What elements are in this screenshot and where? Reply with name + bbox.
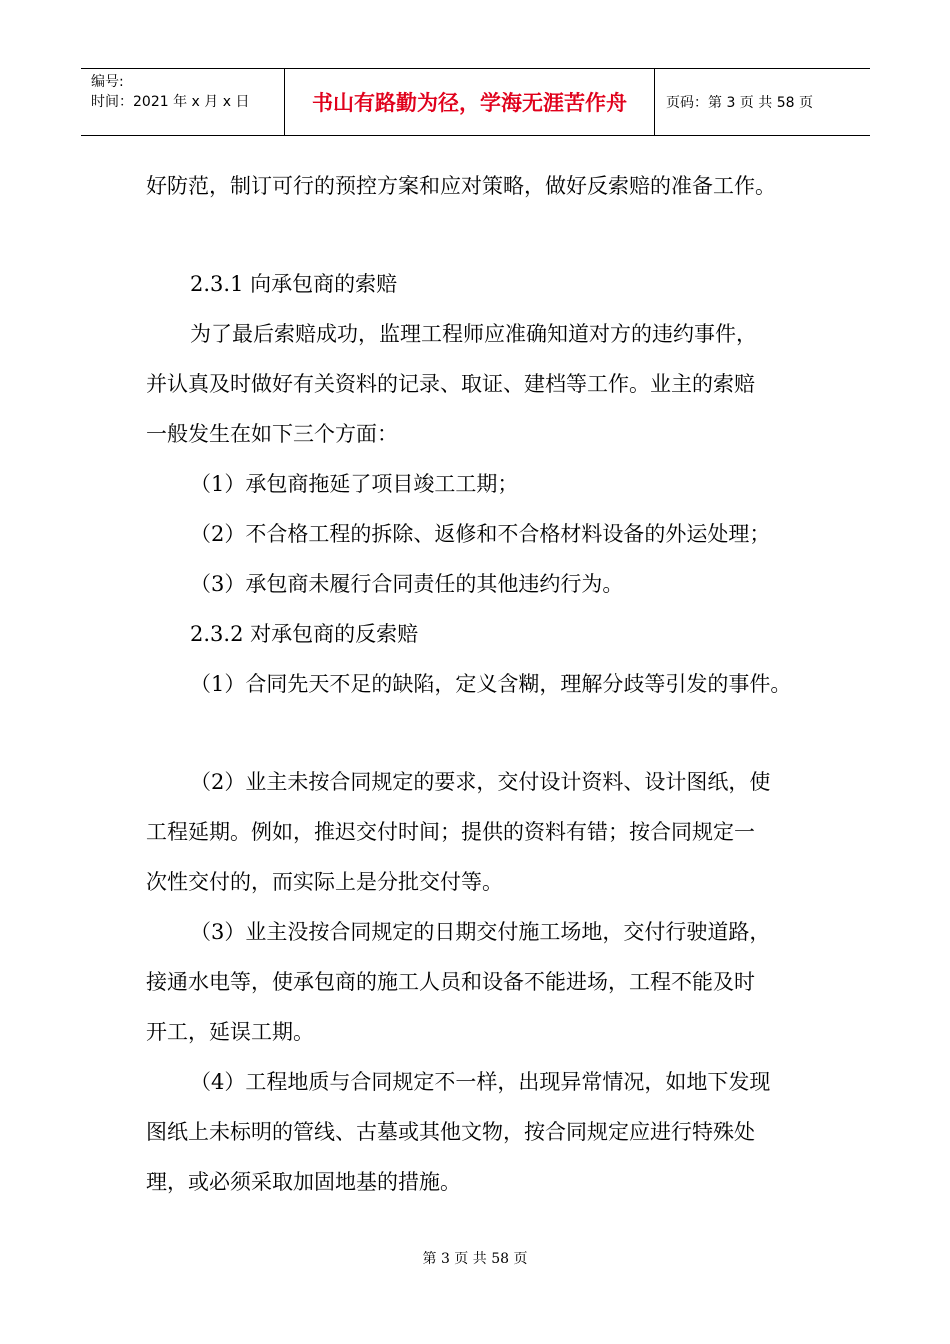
paragraph-line: 并认真及时做好有关资料的记录、取证、建档等工作。业主的索赔 — [146, 372, 755, 396]
list-item: （2）不合格工程的拆除、返修和不合格材料设备的外运处理； — [190, 522, 771, 546]
list-item: （4）工程地质与合同规定不一样，出现异常情况，如地下发现 — [190, 1070, 771, 1094]
section-heading: 2.3.1 向承包商的索赔 — [190, 272, 398, 296]
paragraph-line: 好防范，制订可行的预控方案和应对策略，做好反索赔的准备工作。 — [146, 174, 776, 198]
list-item: （3）业主没按合同规定的日期交付施工场地，交付行驶道路， — [190, 920, 771, 944]
header-page-cell — [655, 69, 870, 135]
header-meta-cell — [81, 69, 284, 135]
list-item: （1）合同先天不足的缺陷，定义含糊，理解分歧等引发的事件。 — [190, 672, 792, 696]
header-motto: 书山有路勤为径，学海无涯苦作舟 — [312, 91, 627, 115]
paragraph-line: 理，或必须采取加固地基的措施。 — [146, 1170, 461, 1194]
document-number-label: 编号: — [91, 74, 124, 90]
paragraph-line: 图纸上未标明的管线、古墓或其他文物，按合同规定应进行特殊处 — [146, 1120, 755, 1144]
header-page-info: 页码：第 3 页 共 58 页 — [666, 95, 813, 111]
section-heading: 2.3.2 对承包商的反索赔 — [190, 622, 419, 646]
paragraph-line: 为了最后索赔成功，监理工程师应准确知道对方的违约事件， — [190, 322, 757, 346]
page-footer: 第 3 页 共 58 页 — [422, 1251, 528, 1267]
paragraph-line: 次性交付的，而实际上是分批交付等。 — [146, 870, 503, 894]
paragraph-line: 开工，延误工期。 — [146, 1020, 314, 1044]
paragraph-line: 一般发生在如下三个方面： — [146, 422, 398, 446]
header-motto-cell — [284, 69, 655, 135]
document-date-label: 时间：2021 年 x 月 x 日 — [91, 94, 250, 110]
paragraph-line: 工程延期。例如，推迟交付时间；提供的资料有错；按合同规定一 — [146, 820, 755, 844]
list-item: （3）承包商未履行合同责任的其他违约行为。 — [190, 572, 624, 596]
list-item: （1）承包商拖延了项目竣工工期； — [190, 472, 519, 496]
document-header — [81, 68, 870, 136]
list-item: （2）业主未按合同规定的要求，交付设计资料、设计图纸，使 — [190, 770, 771, 794]
paragraph-line: 接通水电等，使承包商的施工人员和设备不能进场，工程不能及时 — [146, 970, 755, 994]
